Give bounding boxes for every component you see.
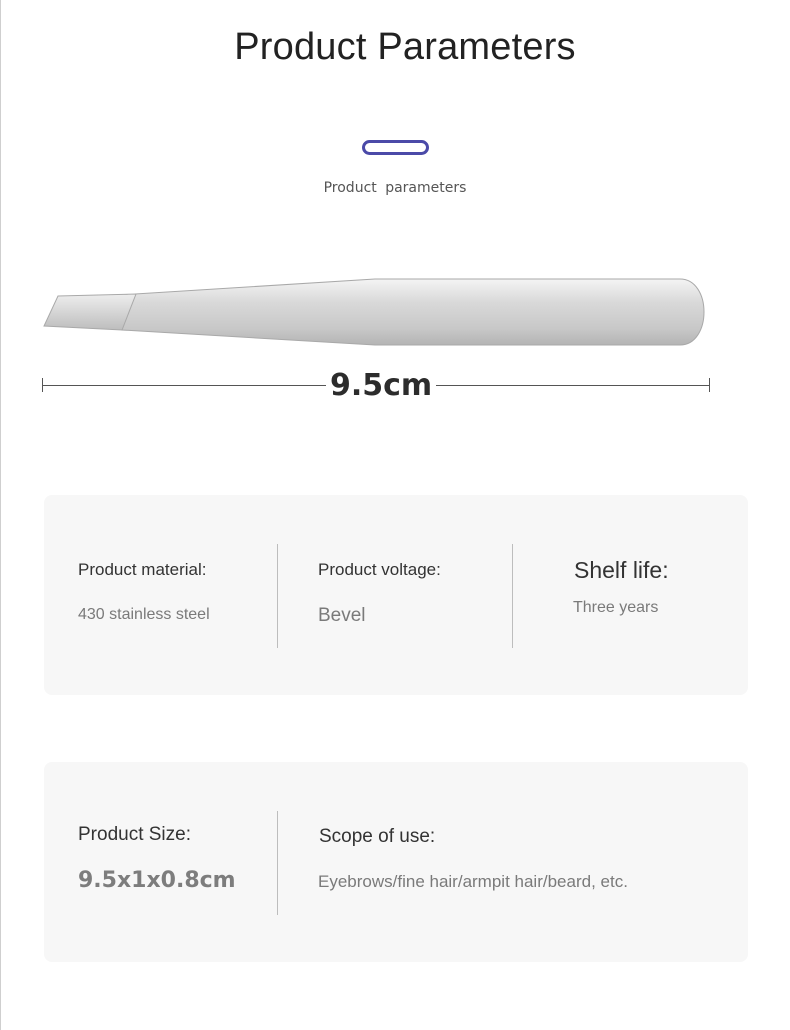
column-divider	[512, 544, 513, 648]
tweezer-body	[122, 279, 704, 345]
scope-value: Eyebrows/fine hair/armpit hair/beard, etc.	[318, 872, 628, 891]
size-label: Product Size:	[78, 824, 191, 845]
dimension-cap-right	[709, 378, 710, 392]
scope-label: Scope of use:	[319, 826, 436, 847]
specs-card-secondary	[44, 762, 748, 962]
page-left-border	[0, 0, 1, 1030]
section-subtitle: Product parameters	[323, 180, 467, 196]
material-label: Product material:	[78, 560, 207, 579]
shelf-life-label: Shelf life:	[574, 557, 669, 583]
material-value: 430 stainless steel	[78, 606, 210, 623]
tweezer-product-image	[40, 272, 720, 352]
length-dimension	[42, 366, 712, 406]
voltage-label: Product voltage:	[318, 560, 441, 579]
accent-pill-ornament	[362, 140, 429, 155]
voltage-value: Bevel	[318, 605, 366, 626]
column-divider	[277, 811, 278, 915]
column-divider	[277, 544, 278, 648]
specs-card-primary	[44, 495, 748, 695]
size-value: 9.5x1x0.8cm	[78, 868, 236, 893]
length-label: 9.5cm	[326, 366, 436, 406]
tweezer-tip	[44, 294, 136, 330]
page-title: Product Parameters	[234, 26, 576, 68]
shelf-life-value: Three years	[573, 599, 659, 616]
dimension-cap-left	[42, 378, 43, 392]
